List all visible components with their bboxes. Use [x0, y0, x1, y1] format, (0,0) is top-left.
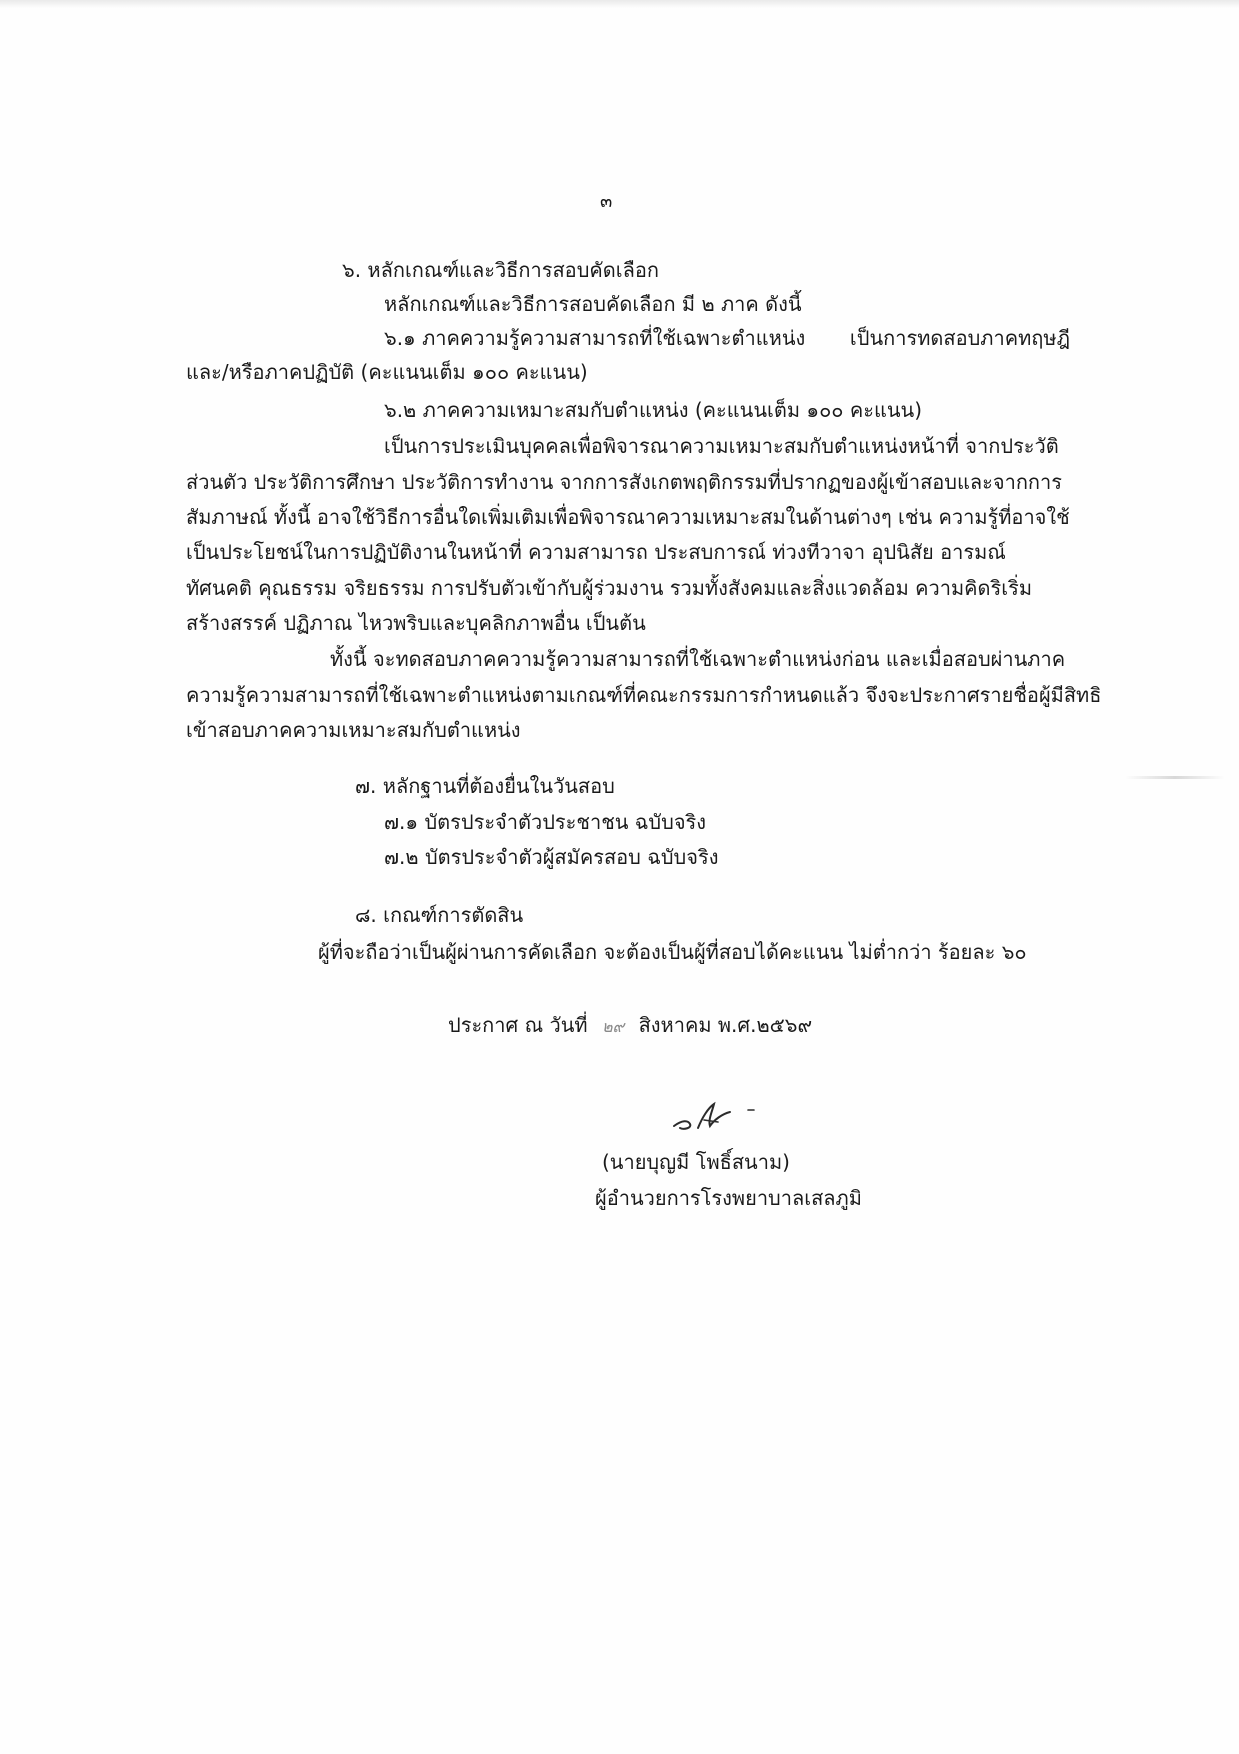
signatory-name: (นายบุญมี โพธิ์สนาม)	[602, 1150, 790, 1174]
announcement-prefix: ประกาศ ณ วันที่	[448, 1013, 588, 1037]
scan-artifact-line	[1125, 776, 1225, 779]
announcement-date	[448, 1011, 812, 1041]
section8-body: ผู้ที่จะถือว่าเป็นผู้ผ่านการคัดเลือก จะต้องเป็นผู้ที่สอบได้คะแนน ไม่ต่ำกว่า ร้อยละ ๖๐	[318, 940, 1027, 964]
section6-para-line5: ทัศนคติ คุณธรรม จริยธรรม การปรับตัวเข้ากับผู้ร่วมงาน รวมทั้งสังคมและสิ่งแวดล้อม ความคิดริเริ่ม	[186, 576, 1033, 600]
section6-para-line2: ส่วนตัว ประวัติการศึกษา ประวัติการทำงาน จากการสังเกตพฤติกรรมที่ปรากฏของผู้เข้าสอบและจากการ	[186, 470, 1063, 494]
section6-para-line1: เป็นการประเมินบุคคลเพื่อพิจารณาความเหมาะสมกับตำแหน่งหน้าที่ จากประวัติ	[384, 434, 1059, 458]
section6-heading: ๖. หลักเกณฑ์และวิธีการสอบคัดเลือก	[342, 258, 659, 282]
section6-para-line3: สัมภาษณ์ ทั้งนี้ อาจใช้วิธีการอื่นใดเพิ่มเติมเพื่อพิจารณาความเหมาะสมในด้านต่างๆ เช่น ความรู้ที่อาจใช้	[186, 505, 1070, 529]
signature-image	[668, 1098, 778, 1134]
section6-intro: หลักเกณฑ์และวิธีการสอบคัดเลือก มี ๒ ภาค ดังนี้	[384, 292, 802, 316]
section7-heading: ๗. หลักฐานที่ต้องยื่นในวันสอบ	[355, 774, 615, 798]
section8-heading: ๘. เกณฑ์การตัดสิน	[355, 903, 524, 927]
item1-label: ๖.๑ ภาคความรู้ความสามารถที่ใช้เฉพาะตำแหน่ง	[384, 326, 806, 350]
announcement-month-year: สิงหาคม พ.ศ.๒๕๖๙	[638, 1013, 813, 1037]
section6-item1-line1	[384, 324, 1070, 352]
announcement-day: ๒๙	[601, 1017, 625, 1036]
section6-item2-heading: ๖.๒ ภาคความเหมาะสมกับตำแหน่ง (คะแนนเต็ม ๑๐๐ คะแนน)	[384, 398, 923, 422]
signatory-title: ผู้อำนวยการโรงพยาบาลเสลภูมิ	[595, 1186, 862, 1210]
section6-para-line4: เป็นประโยชน์ในการปฏิบัติงานในหน้าที่ ความสามารถ ประสบการณ์ ท่วงทีวาจา อุปนิสัย อารมณ์	[186, 540, 1006, 564]
section7-item2: ๗.๒ บัตรประจำตัวผู้สมัครสอบ ฉบับจริง	[384, 845, 719, 869]
section6-note-line2: ความรู้ความสามารถที่ใช้เฉพาะตำแหน่งตามเกณฑ์ที่คณะกรรมการกำหนดแล้ว จึงจะประกาศรายชื่อผู้มีสิทธิ	[186, 683, 1102, 707]
section6-note-line1: ทั้งนี้ จะทดสอบภาคความรู้ความสามารถที่ใช้เฉพาะตำแหน่งก่อน และเมื่อสอบผ่านภาค	[330, 647, 1066, 671]
page-number: ๓	[600, 191, 613, 212]
section6-note-line3: เข้าสอบภาคความเหมาะสมกับตำแหน่ง	[186, 718, 521, 742]
section6-item1-line2: และ/หรือภาคปฏิบัติ (คะแนนเต็ม ๑๐๐ คะแนน)	[186, 360, 588, 384]
section7-item1: ๗.๑ บัตรประจำตัวประชาชน ฉบับจริง	[384, 810, 707, 834]
scan-edge-shadow	[0, 0, 1239, 8]
section6-para-line6: สร้างสรรค์ ปฏิภาณ ไหวพริบและบุคลิกภาพอื่น เป็นต้น	[186, 611, 646, 635]
item1-desc: เป็นการทดสอบภาคทฤษฎี	[849, 326, 1070, 350]
